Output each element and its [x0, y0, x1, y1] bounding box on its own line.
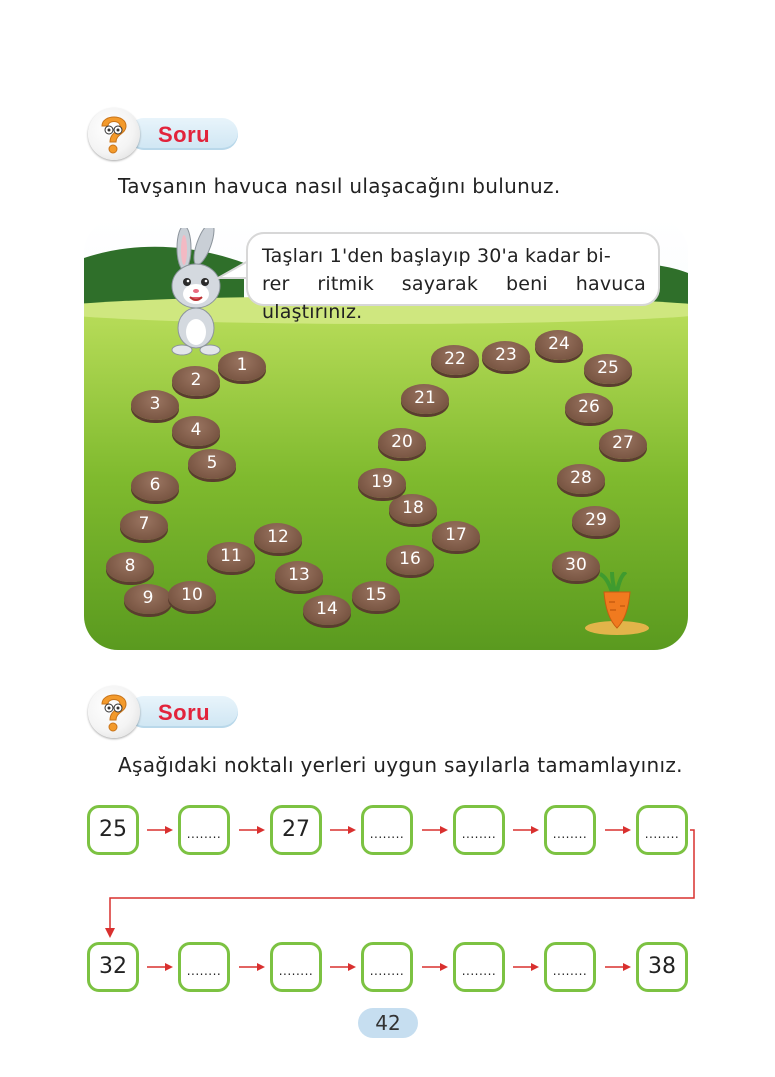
row2-box-1: 32	[87, 942, 139, 992]
stone-29: 29	[572, 506, 620, 538]
row2-box-5[interactable]: ........	[453, 942, 505, 992]
row1-box-7[interactable]: ........	[636, 805, 688, 855]
stone-1: 1	[218, 351, 266, 383]
row1-box-1: 25	[87, 805, 139, 855]
speech-line-1: Taşları 1'den başlayıp 30'a kadar bi-	[262, 245, 611, 267]
stone-26: 26	[565, 393, 613, 425]
stone-14: 14	[303, 595, 351, 627]
stone-25: 25	[584, 354, 632, 386]
soru-badge-1	[88, 114, 238, 154]
soru-label: Soru	[158, 122, 211, 147]
stone-24: 24	[535, 330, 583, 362]
stone-27: 27	[599, 429, 647, 461]
row2-box-2[interactable]: ........	[178, 942, 230, 992]
arrow-right-icon	[330, 962, 356, 972]
stone-9: 9	[124, 584, 172, 616]
stone-23: 23	[482, 341, 530, 373]
row1-box-6[interactable]: ........	[544, 805, 596, 855]
speech-line-2: rer ritmik sayarak beni havuca ulaştırınız.	[262, 273, 646, 323]
stone-10: 10	[168, 581, 216, 613]
arrow-right-icon	[147, 962, 173, 972]
stone-16: 16	[386, 545, 434, 577]
row1-box-4[interactable]: ........	[361, 805, 413, 855]
stone-21: 21	[401, 384, 449, 416]
stone-8: 8	[106, 552, 154, 584]
stone-22: 22	[431, 345, 479, 377]
instruction-text: Aşağıdaki noktalı yerleri uygun sayılarla tamamlayınız.	[118, 753, 683, 777]
question-mark-icon	[88, 108, 140, 160]
stone-7: 7	[120, 510, 168, 542]
question-mark-icon	[88, 686, 140, 738]
stone-13: 13	[275, 561, 323, 593]
stone-2: 2	[172, 366, 220, 398]
arrow-right-icon	[513, 962, 539, 972]
stone-5: 5	[188, 449, 236, 481]
row2-box-7: 38	[636, 942, 688, 992]
stone-17: 17	[432, 521, 480, 553]
rabbit-icon	[156, 228, 236, 358]
speech-bubble	[246, 232, 660, 323]
stone-18: 18	[389, 494, 437, 526]
stone-20: 20	[378, 428, 426, 460]
page-number: 42	[358, 1008, 418, 1038]
question-text: Tavşanın havuca nasıl ulaşacağını bulunuz.	[118, 174, 561, 198]
stone-28: 28	[557, 464, 605, 496]
row1-box-5[interactable]: ........	[453, 805, 505, 855]
stone-4: 4	[172, 416, 220, 448]
row-connector-arrow	[100, 822, 720, 942]
soru-label: Soru	[158, 700, 211, 725]
stone-19: 19	[358, 468, 406, 500]
row1-box-3: 27	[270, 805, 322, 855]
stone-12: 12	[254, 523, 302, 555]
row2-box-6[interactable]: ........	[544, 942, 596, 992]
stone-15: 15	[352, 581, 400, 613]
stone-11: 11	[207, 542, 255, 574]
stone-3: 3	[131, 390, 179, 422]
arrow-right-icon	[239, 962, 265, 972]
row2-box-4[interactable]: ........	[361, 942, 413, 992]
row1-box-2[interactable]: ........	[178, 805, 230, 855]
soru-badge-2	[88, 692, 238, 732]
stone-30: 30	[552, 551, 600, 583]
arrow-right-icon	[605, 962, 631, 972]
stone-6: 6	[131, 471, 179, 503]
row2-box-3[interactable]: ........	[270, 942, 322, 992]
arrow-right-icon	[422, 962, 448, 972]
